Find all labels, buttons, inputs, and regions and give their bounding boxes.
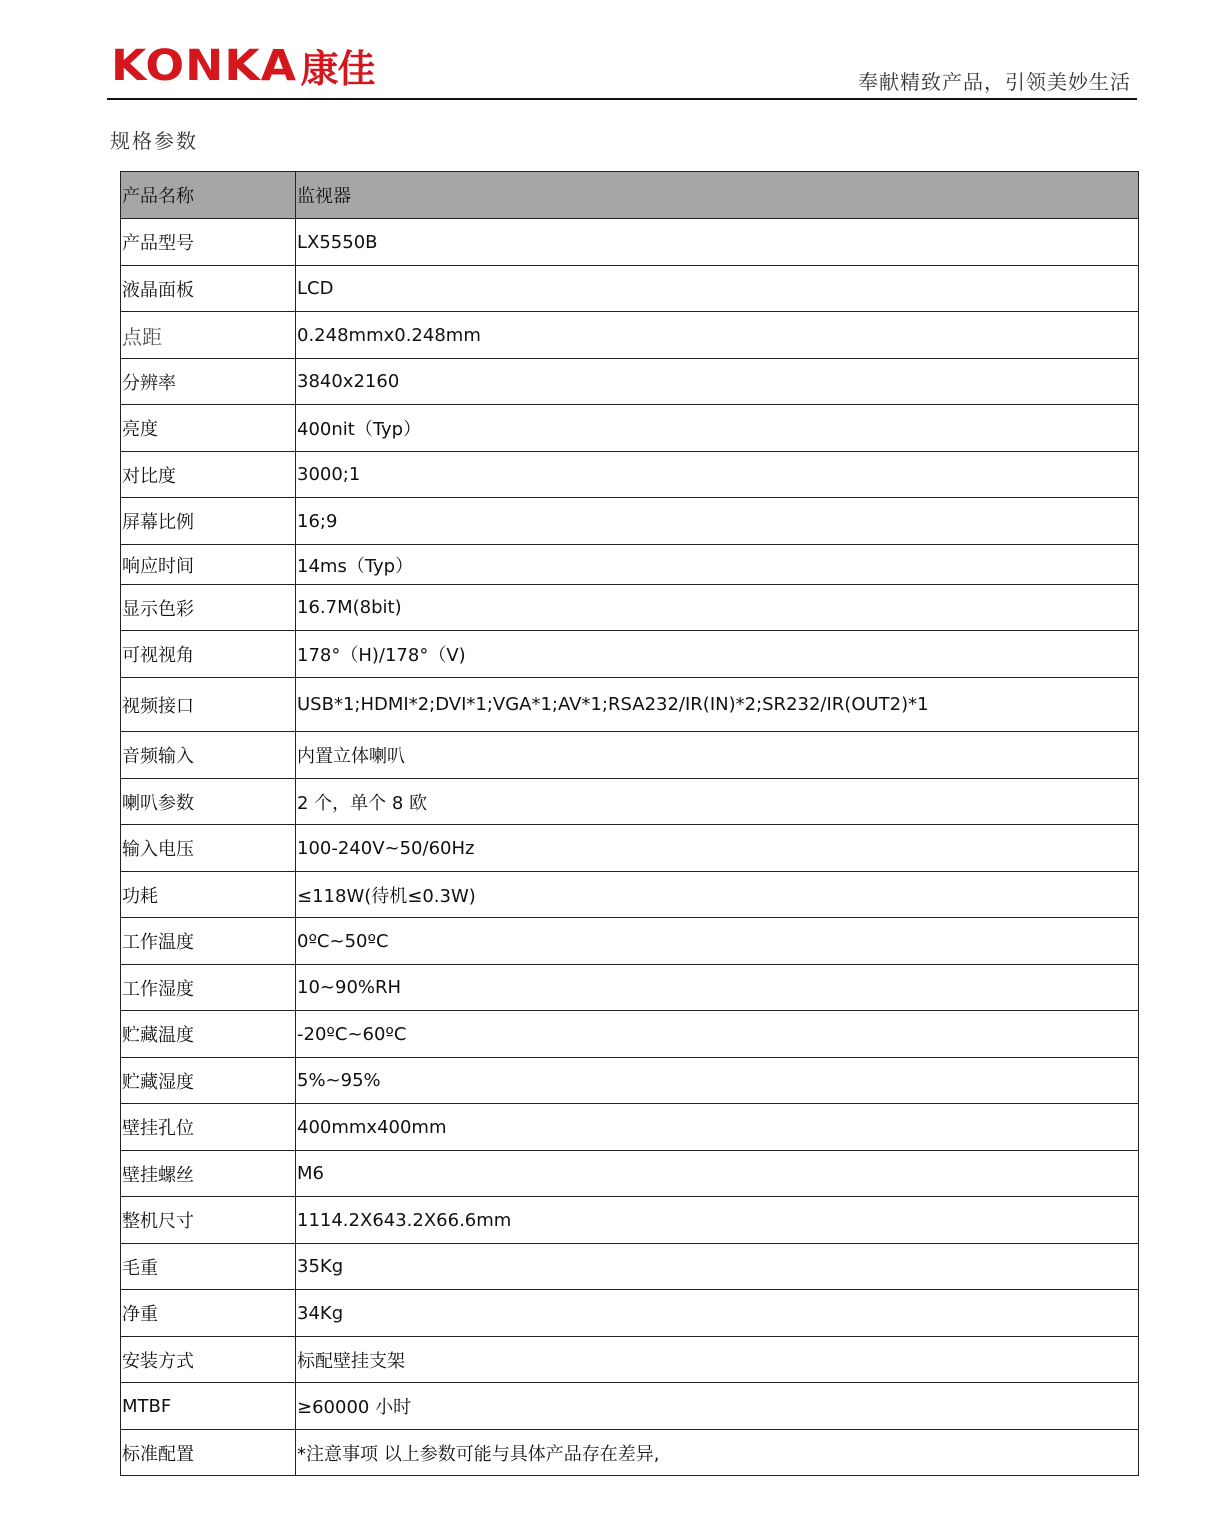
spec-key: 可视视角 — [121, 631, 296, 678]
spec-row — [121, 1151, 1139, 1197]
section-title: 规格参数 — [110, 129, 198, 153]
spec-key: 安装方式 — [121, 1337, 296, 1383]
spec-value: ≥60000 小时 — [296, 1383, 1139, 1430]
spec-key: 贮藏湿度 — [121, 1058, 296, 1104]
spec-value: 400nit（Typ） — [296, 405, 1139, 452]
spec-value: 0.248mmx0.248mm — [296, 312, 1139, 359]
spec-row — [121, 498, 1139, 545]
spec-row — [121, 1290, 1139, 1337]
spec-row — [121, 1430, 1139, 1476]
spec-key: 屏幕比例 — [121, 498, 296, 545]
spec-key: 喇叭参数 — [121, 779, 296, 825]
spec-value: -20ºC~60ºC — [296, 1011, 1139, 1058]
spec-row — [121, 1058, 1139, 1104]
spec-table — [120, 171, 1139, 1476]
spec-row — [121, 965, 1139, 1011]
spec-value: *注意事项 以上参数可能与具体产品存在差异, — [296, 1430, 1139, 1476]
spec-row — [121, 872, 1139, 918]
logo-text-chinese: 康佳 — [300, 47, 375, 91]
spec-row — [121, 678, 1139, 732]
spec-row — [121, 825, 1139, 872]
spec-key: MTBF — [121, 1383, 296, 1430]
spec-row — [121, 1197, 1139, 1244]
spec-value: 34Kg — [296, 1290, 1139, 1337]
spec-row — [121, 779, 1139, 825]
spec-value: 35Kg — [296, 1244, 1139, 1290]
spec-row — [121, 266, 1139, 312]
spec-key: 整机尺寸 — [121, 1197, 296, 1244]
spec-value: 0ºC~50ºC — [296, 918, 1139, 965]
spec-row — [121, 452, 1139, 498]
spec-key: 音频输入 — [121, 732, 296, 779]
spec-key: 亮度 — [121, 405, 296, 452]
spec-value: 16.7M(8bit) — [296, 585, 1139, 631]
spec-value: LX5550B — [296, 219, 1139, 266]
spec-key: 显示色彩 — [121, 585, 296, 631]
spec-row — [121, 312, 1139, 359]
spec-key: 点距 — [121, 312, 296, 359]
page-header — [107, 36, 1137, 100]
spec-value: 1114.2X643.2X66.6mm — [296, 1197, 1139, 1244]
spec-row — [121, 1244, 1139, 1290]
spec-value: 监视器 — [296, 172, 1139, 219]
spec-key: 工作温度 — [121, 918, 296, 965]
spec-key: 对比度 — [121, 452, 296, 498]
spec-value: 400mmx400mm — [296, 1104, 1139, 1151]
spec-key: 产品型号 — [121, 219, 296, 266]
slogan: 奉献精致产品，引领美妙生活 — [858, 70, 1131, 94]
spec-row — [121, 545, 1139, 585]
logo-text-latin: KONKA — [111, 40, 298, 91]
spec-value: 3000;1 — [296, 452, 1139, 498]
spec-key: 视频接口 — [121, 678, 296, 732]
spec-key: 标准配置 — [121, 1430, 296, 1476]
spec-key: 毛重 — [121, 1244, 296, 1290]
spec-row — [121, 585, 1139, 631]
spec-value: ≤118W(待机≤0.3W) — [296, 872, 1139, 918]
spec-row — [121, 732, 1139, 779]
spec-key: 工作湿度 — [121, 965, 296, 1011]
spec-value: 5%~95% — [296, 1058, 1139, 1104]
spec-value: 2 个，单个 8 欧 — [296, 779, 1139, 825]
konka-logo — [111, 38, 375, 93]
spec-value: USB*1;HDMI*2;DVI*1;VGA*1;AV*1;RSA232/IR(IN)*2;SR232/IR(OUT2)*1 — [296, 678, 1139, 732]
spec-value: 10~90%RH — [296, 965, 1139, 1011]
spec-key: 净重 — [121, 1290, 296, 1337]
spec-key: 壁挂孔位 — [121, 1104, 296, 1151]
spec-value: 16;9 — [296, 498, 1139, 545]
spec-key: 功耗 — [121, 872, 296, 918]
spec-value: 3840x2160 — [296, 359, 1139, 405]
spec-row — [121, 631, 1139, 678]
spec-row — [121, 918, 1139, 965]
spec-key: 液晶面板 — [121, 266, 296, 312]
spec-key: 壁挂螺丝 — [121, 1151, 296, 1197]
spec-value: 14ms（Typ） — [296, 545, 1139, 585]
spec-value: LCD — [296, 266, 1139, 312]
spec-value: 100-240V~50/60Hz — [296, 825, 1139, 872]
spec-key: 贮藏温度 — [121, 1011, 296, 1058]
spec-key: 输入电压 — [121, 825, 296, 872]
spec-value: 标配壁挂支架 — [296, 1337, 1139, 1383]
spec-row — [121, 1011, 1139, 1058]
spec-row — [121, 405, 1139, 452]
spec-value: 178°（H)/178°（V) — [296, 631, 1139, 678]
spec-row — [121, 1104, 1139, 1151]
spec-row — [121, 1337, 1139, 1383]
spec-row-header — [121, 172, 1139, 219]
spec-row — [121, 1383, 1139, 1430]
spec-key: 分辨率 — [121, 359, 296, 405]
spec-value: M6 — [296, 1151, 1139, 1197]
spec-key: 响应时间 — [121, 545, 296, 585]
spec-row — [121, 359, 1139, 405]
spec-key: 产品名称 — [121, 172, 296, 219]
spec-value: 内置立体喇叭 — [296, 732, 1139, 779]
spec-row — [121, 219, 1139, 266]
